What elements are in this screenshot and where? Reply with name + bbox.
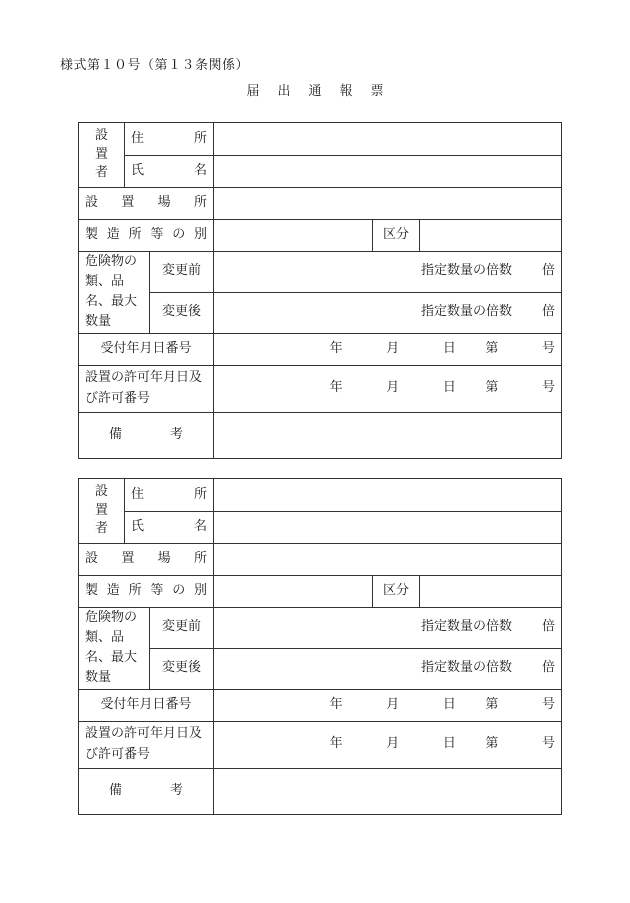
address-label: 住 所	[125, 479, 214, 512]
category-label: 区分	[373, 576, 420, 608]
address-label: 住 所	[125, 123, 214, 156]
receipt-field[interactable]: 年 月 日 第 号	[214, 689, 562, 721]
form-table	[78, 478, 562, 815]
title-char: 報	[339, 84, 353, 99]
name-field[interactable]	[214, 512, 562, 544]
form-block-2	[78, 478, 561, 815]
facility-type-label: 製 造 所 等 の 別	[79, 220, 214, 252]
name-field[interactable]	[214, 156, 562, 188]
remarks-label: 備 考	[79, 412, 214, 458]
hazmat-label: 危険物の類、品名、最大数量	[79, 252, 150, 334]
receipt-label: 受付年月日番号	[79, 333, 214, 365]
after-change-label: 変更後	[150, 648, 214, 689]
installer-label: 設 置 者	[79, 479, 125, 544]
form-table	[78, 122, 562, 459]
category-label: 区分	[373, 220, 420, 252]
before-change-field[interactable]: 指定数量の倍数 倍	[214, 608, 562, 649]
remarks-label: 備 考	[79, 768, 214, 814]
facility-type-field[interactable]	[214, 220, 373, 252]
remarks-field[interactable]	[214, 412, 562, 458]
category-field[interactable]	[420, 220, 562, 252]
address-field[interactable]	[214, 123, 562, 156]
before-change-field[interactable]: 指定数量の倍数 倍	[214, 252, 562, 293]
title-char: 届	[246, 84, 260, 99]
facility-type-field[interactable]	[214, 576, 373, 608]
form-block-1	[78, 122, 561, 459]
receipt-field[interactable]: 年 月 日 第 号	[214, 333, 562, 365]
address-field[interactable]	[214, 479, 562, 512]
form-number-label: 様式第１０号（第１３条関係）	[60, 58, 250, 73]
location-field[interactable]	[214, 544, 562, 576]
before-change-label: 変更前	[150, 252, 214, 293]
after-change-label: 変更後	[150, 292, 214, 333]
permit-label: 設置の許可年月日及び許可番号	[79, 721, 214, 768]
document-title	[0, 80, 630, 99]
before-change-label: 変更前	[150, 608, 214, 649]
location-field[interactable]	[214, 188, 562, 220]
after-change-field[interactable]: 指定数量の倍数 倍	[214, 648, 562, 689]
title-char: 通	[308, 84, 322, 99]
name-label: 氏 名	[125, 512, 214, 544]
remarks-field[interactable]	[214, 768, 562, 814]
facility-type-label: 製 造 所 等 の 別	[79, 576, 214, 608]
category-field[interactable]	[420, 576, 562, 608]
title-char: 票	[370, 84, 384, 99]
after-change-field[interactable]: 指定数量の倍数 倍	[214, 292, 562, 333]
location-label: 設 置 場 所	[79, 188, 214, 220]
receipt-label: 受付年月日番号	[79, 689, 214, 721]
title-char: 出	[277, 84, 291, 99]
location-label: 設 置 場 所	[79, 544, 214, 576]
hazmat-label: 危険物の類、品名、最大数量	[79, 608, 150, 690]
permit-field[interactable]: 年 月 日 第 号	[214, 365, 562, 412]
installer-label: 設 置 者	[79, 123, 125, 188]
permit-field[interactable]: 年 月 日 第 号	[214, 721, 562, 768]
name-label: 氏 名	[125, 156, 214, 188]
permit-label: 設置の許可年月日及び許可番号	[79, 365, 214, 412]
